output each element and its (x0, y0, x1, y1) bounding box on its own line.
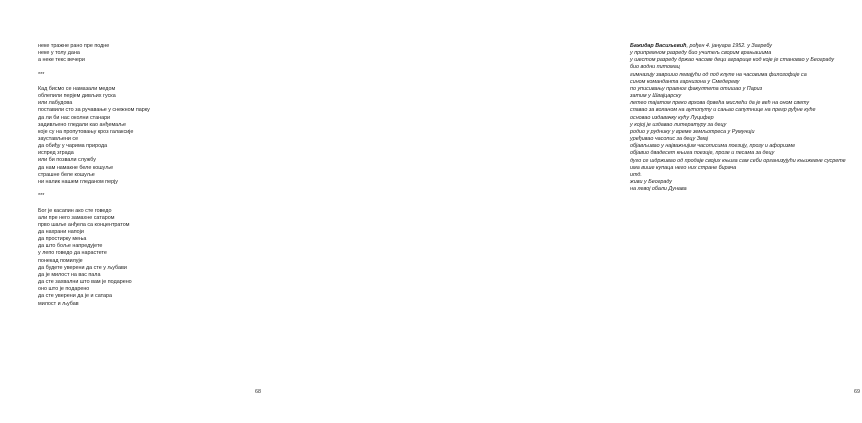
bio-line: у којој је издавао литературу за децу (630, 121, 727, 128)
poem-line: да сте уверени да је и сатара (38, 293, 113, 300)
bio-line: сином команданта гарнизона у Смедереву (630, 78, 740, 85)
author-name: Бажидар Васиљевић (630, 43, 687, 49)
bio-line: објављивао у најважнијим часописима поезију, прозу и афоризме (630, 143, 796, 150)
bio-line: спавао за воланом на аутопуту и сањао сапутнице на прегр руђне куће (630, 107, 816, 114)
bio-first-line-rest: , рођен 4. јануара 1952. у Загребу (686, 43, 772, 49)
poem-line: поставили сто за ручавање у снежном парку (38, 107, 150, 114)
bio-line: био водни питомац (630, 64, 680, 71)
poem-text (38, 43, 150, 308)
poem-line: да нам намакне беле кошуље (38, 164, 114, 171)
poem-line: да простирку мења (38, 236, 87, 243)
bio-line: има више купаца него них стране бирача (630, 164, 737, 171)
bio-line: у шестом разреду држао часове деци аграрице код које је становао у Београду (630, 57, 835, 64)
poem-line: да обиђу у чарима природа (38, 143, 108, 150)
poem-line: неке тражне рано пре подне (38, 43, 110, 49)
bio-line: дуго се шдрживао од продаје својих књига сам себи организујући књижевне сусрете (630, 157, 846, 164)
poem-line: да нахрани напоји (38, 229, 84, 235)
poem-line: или лабудова (38, 100, 73, 107)
bio-line: основао издавачку кућу Луцифер (630, 114, 714, 121)
bio-line: итд. (630, 171, 642, 178)
poem-line: да будете уверени да сте у љубави (38, 264, 127, 271)
section-separator: *** (38, 71, 45, 78)
poem-line: које су на пропутовању кроз галаксије (38, 128, 134, 135)
bio-line: објавио двадесет књига поезије, прозе и песама за децу (630, 150, 775, 157)
poem-line: а неке текс вечери (38, 57, 85, 64)
poem-line: испред зграда (38, 150, 74, 157)
poem-line: задивљено гледали као анђемаље (38, 121, 127, 128)
poem-line: облепили перјем дивљих гуска (38, 93, 116, 100)
stanza-gap (38, 186, 150, 193)
bio-first-line (630, 43, 862, 50)
page-number-right: 69 (854, 389, 860, 395)
bio-line: у припремном разреду био учитељ сворим врањашима (630, 50, 772, 57)
poem-line: али пре него замахне сатаром (38, 214, 115, 221)
bio-line: живи у Београду (630, 178, 672, 185)
bio-line: затим у Швајцарску (630, 93, 682, 100)
author-biography (630, 43, 862, 193)
right-page (300, 0, 860, 423)
poem-line: заустављени се (38, 136, 79, 142)
poem-line: неке у толу дана (38, 50, 80, 57)
poem-line: да сте захвални што вам је подарено (38, 279, 132, 286)
poem-line: страшне беле кошуље (38, 171, 95, 178)
stanza-gap (38, 79, 150, 86)
stanza-gap (38, 64, 150, 71)
poem-line: да што боље напредујете (38, 243, 103, 250)
poem-line: да је милост на вас пала (38, 271, 101, 278)
poem-line: прво шаље анђела са концентратом (38, 221, 130, 228)
stanza-gap (38, 200, 150, 207)
poem-line: да ли би нас околни станари (38, 114, 111, 121)
poem-line: оно што је подарено (38, 286, 90, 293)
poem-line: понекад помилује (38, 257, 83, 264)
poem-line: Бог је касапин ако сте говедо (38, 207, 112, 214)
left-page (0, 0, 300, 423)
poem-line: у лепо говедо да нарастете (38, 250, 107, 257)
poem-line: Кад бисмо се намазали медом (38, 85, 116, 92)
section-separator: *** (38, 193, 45, 200)
poem-line: милост и љубав (38, 300, 79, 307)
page-number-left: 68 (255, 389, 261, 395)
poem-line: или би позвали службу (38, 157, 96, 164)
bio-line: уређивао часопис за децу Змај (630, 136, 708, 143)
bio-line: летео тајатом преко врхова дрвећа мислећи да је већ на оном свету (630, 100, 810, 107)
bio-line: по уписивању правног факултета отишао у Париз (630, 85, 763, 92)
bio-line: родио у руднику у време земљотреса у Румунији (630, 128, 755, 135)
poem-line: ни налик нашем гледаном перју (38, 178, 118, 185)
bio-line: на левој обали Дунава (630, 186, 687, 193)
bio-line: гимназију завршио певајући од под клупе на часовима филозофије са (630, 71, 807, 78)
